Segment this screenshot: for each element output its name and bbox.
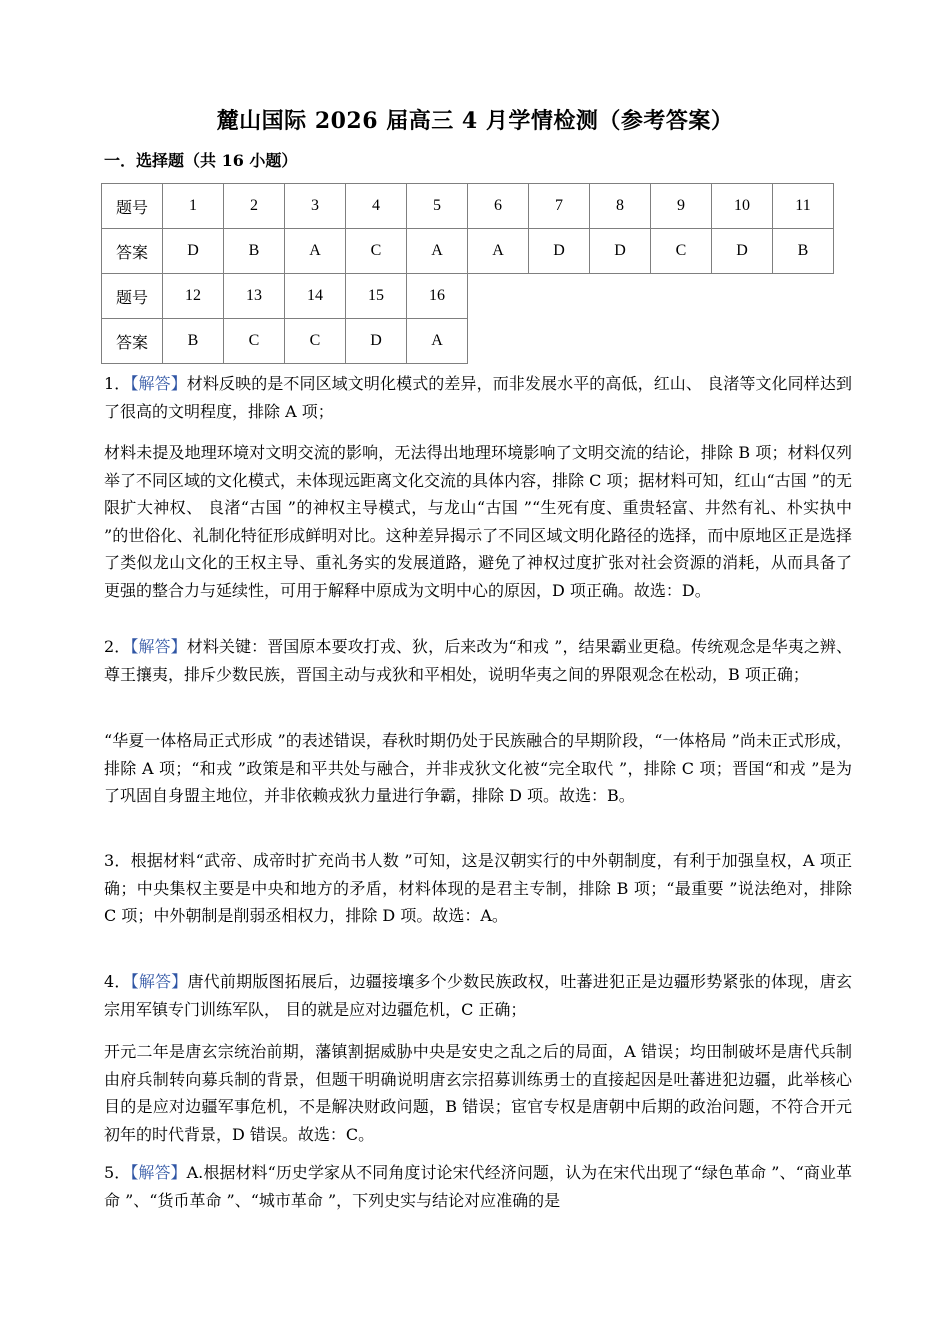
- answer-text: 唐代前期版图拓展后，边疆接壤多个少数民族政权，吐蕃进犯正是边疆形势紧张的体现，唐玄宗用军镇专门训练军队， 目的就是应对边疆危机，C 正确；: [104, 972, 852, 1019]
- table-cell: 7: [529, 184, 590, 229]
- table-cell: A: [407, 319, 468, 364]
- table-cell: C: [224, 319, 285, 364]
- row-label: 题号: [102, 274, 163, 319]
- table-cell: 10: [712, 184, 773, 229]
- answer-2-part-2: “华夏一体格局正式形成 ”的表述错误，春秋时期仍处于民族融合的早期阶段，“一体格局 ”尚未正式形成，排除 A 项；“和戎 ”政策是和平共处与融合，并非戎狄文化被“完全取代 ”，排除 C 项；晋国“和戎 ”是为了巩固自身盟主地位，并非依赖戎狄力量进行争霸，排除 D 项。故选：B。: [104, 731, 852, 805]
- table-cell: A: [468, 229, 529, 274]
- table-cell: 3: [285, 184, 346, 229]
- answer-table: [101, 183, 834, 364]
- table-cell: 5: [407, 184, 468, 229]
- answer-3: 3．根据材料“武帝、成帝时扩充尚书人数 ”可知，这是汉朝实行的中外朝制度，有利于加强皇权，A 项正确；中央集权主要是中央和地方的矛盾，材料体现的是君主专制，排除 B 项；“最重要 ”说法绝对，排除 C 项；中外朝制是削弱丞相权力，排除 D 项。故选：A。: [104, 851, 852, 925]
- table-cell: 8: [590, 184, 651, 229]
- table-cell: 1: [163, 184, 224, 229]
- answer-text: A.根据材料“历史学家从不同角度讨论宋代经济问题，认为在宋代出现了“绿色革命 ”、“商业革命 ”、“货币革命 ”、“城市革命 ”，下列史实与结论对应准确的是: [104, 1163, 852, 1210]
- item-number: 5．: [104, 1163, 131, 1182]
- row-label: 答案: [102, 229, 163, 274]
- table-row: [102, 319, 834, 364]
- table-cell: B: [224, 229, 285, 274]
- answer-4-part-1: [104, 968, 852, 1023]
- item-number: 2．: [104, 637, 131, 656]
- table-cell: 6: [468, 184, 529, 229]
- table-cell: 15: [346, 274, 407, 319]
- row-label: 题号: [102, 184, 163, 229]
- table-cell: 4: [346, 184, 407, 229]
- table-cell: C: [651, 229, 712, 274]
- table-cell: A: [407, 229, 468, 274]
- table-cell: 11: [773, 184, 834, 229]
- table-cell: D: [163, 229, 224, 274]
- table-cell: D: [712, 229, 773, 274]
- table-cell: 14: [285, 274, 346, 319]
- table-cell: C: [346, 229, 407, 274]
- table-cell: B: [773, 229, 834, 274]
- answer-tag: 【解答】: [130, 1163, 187, 1182]
- table-row: [102, 184, 834, 229]
- table-cell: C: [285, 319, 346, 364]
- page-title: 麓山国际 2026 届高三 4 月学情检测（参考答案）: [216, 108, 734, 134]
- item-number: 1．: [104, 374, 131, 393]
- table-row: [102, 274, 834, 319]
- table-cell: D: [529, 229, 590, 274]
- table-cell: 2: [224, 184, 285, 229]
- table-empty-area: [468, 319, 834, 364]
- answer-4-part-2: 开元二年是唐玄宗统治前期，藩镇割据威胁中央是安史之乱之后的局面，A 错误；均田制破坏是唐代兵制由府兵制转向募兵制的背景，但题干明确说明唐玄宗招募训练勇士的直接起因是吐蕃进犯边疆，此举核心目的是应对边疆军事危机，不是解决财政问题，B 错误；宦官专权是唐朝中后期的政治问题，不符合开元初年的时代背景，D 错误。故选：C。: [104, 1042, 852, 1144]
- table-cell: 16: [407, 274, 468, 319]
- table-cell: 12: [163, 274, 224, 319]
- table-cell: D: [346, 319, 407, 364]
- table-empty-area: [468, 274, 834, 319]
- table-cell: B: [163, 319, 224, 364]
- answer-text: 材料关键：晋国原本要攻打戎、狄，后来改为“和戎 ”，结果霸业更稳。传统观念是华夷之辨、尊王攘夷，排斥少数民族，晋国主动与戎狄和平相处，说明华夷之间的界限观念在松动，B 项正确；: [104, 637, 852, 684]
- item-number: 4．: [104, 972, 131, 991]
- table-cell: 13: [224, 274, 285, 319]
- table-row: [102, 229, 834, 274]
- answer-1-part-1: [104, 370, 852, 425]
- answer-2-part-1: [104, 633, 852, 688]
- table-cell: D: [590, 229, 651, 274]
- answer-1-part-2: 材料未提及地理环境对文明交流的影响，无法得出地理环境影响了文明交流的结论，排除 B 项；材料仅列举了不同区域的文化模式，未体现远距离文化交流的具体内容，排除 C 项；据材料可知，红山“古国 ”的无限扩大神权、 良渚“古国 ”的神权主导模式，与龙山“古国 ”“生死有度、重贵轻富、井然有礼、朴实执中 ”的世俗化、礼制化特征形成鲜明对比。这种差异揭示了不同区域文明化路径的选择，而中原地区正是选择了类似龙山文化的王权主导、重礼务实的发展道路，避免了神权过度扩张对社会资源的消耗，从而具备了更强的整合力与延续性，可用于解释中原成为文明中心的原因，D 项正确。故选：D。: [104, 443, 852, 600]
- answer-5-part-1: [104, 1159, 852, 1214]
- answer-tag: 【解答】: [130, 374, 187, 393]
- answer-tag: 【解答】: [130, 637, 187, 656]
- section-heading: 一．选择题（共 16 小题）: [104, 151, 298, 170]
- table-cell: A: [285, 229, 346, 274]
- answer-tag: 【解答】: [130, 972, 188, 991]
- answer-text: 材料反映的是不同区域文明化模式的差异，而非发展水平的高低，红山、 良渚等文化同样达到了很高的文明程度，排除 A 项；: [104, 374, 852, 421]
- table-cell: 9: [651, 184, 712, 229]
- row-label: 答案: [102, 319, 163, 364]
